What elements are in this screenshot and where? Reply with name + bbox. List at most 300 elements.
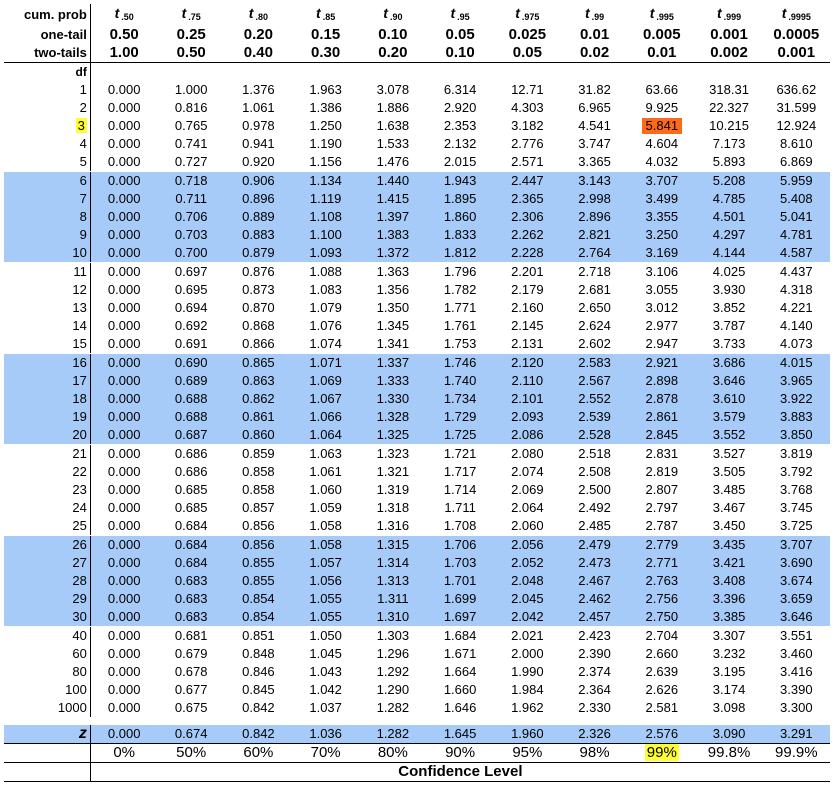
t-value: 1.061 (309, 464, 342, 479)
t-value-cell (158, 263, 225, 282)
t-value-cell (695, 244, 762, 263)
confidence-value: 99.8% (707, 744, 751, 761)
t-value-cell (561, 517, 628, 536)
t-value: 2.764 (578, 245, 611, 260)
t-value-cell (561, 335, 628, 354)
t-value-cell (426, 263, 493, 282)
t-value: 22.327 (709, 100, 749, 115)
t-value: 0.854 (242, 591, 275, 606)
t-column-subscript: .995 (656, 12, 674, 22)
t-value: 6.869 (780, 154, 813, 169)
table-row (4, 135, 830, 153)
two-tails-value: 0.30 (292, 44, 359, 63)
t-value-cell (292, 463, 359, 481)
t-value: 3.686 (712, 355, 746, 370)
t-value: 1.363 (376, 264, 410, 279)
two-tails-value: 0.02 (561, 44, 628, 63)
t-value-cell (695, 372, 762, 390)
t-value-cell (561, 608, 628, 627)
t-value-cell (628, 135, 695, 153)
t-value-cell (494, 190, 561, 208)
t-value: 3.098 (712, 700, 746, 715)
t-value-cell (763, 190, 830, 208)
t-value-cell (292, 390, 359, 408)
t-value: 2.898 (645, 373, 679, 388)
t-value-cell (628, 317, 695, 335)
t-value: 2.787 (645, 518, 679, 533)
t-value-cell (158, 499, 225, 517)
t-value-cell (494, 390, 561, 408)
t-value-cell (359, 572, 426, 590)
t-value: 2.179 (511, 282, 544, 297)
t-value: 0.855 (242, 555, 275, 570)
t-value-cell (158, 645, 225, 663)
t-value: 0.000 (107, 245, 141, 260)
t-value: 3.460 (780, 646, 813, 661)
t-value-cell (359, 263, 426, 282)
t-value-cell (561, 226, 628, 244)
t-value-cell (628, 627, 695, 646)
t-value-cell (359, 663, 426, 681)
t-value: 3.012 (645, 300, 679, 315)
t-value-cell (695, 517, 762, 536)
df-value: 26 (72, 537, 87, 552)
df-header-row (4, 63, 830, 82)
t-value-cell (628, 190, 695, 208)
t-value-cell (763, 299, 830, 317)
t-value: 0.000 (107, 355, 141, 370)
t-value: 0.695 (174, 282, 208, 297)
t-value: 2.069 (511, 482, 544, 497)
t-value: 1.156 (309, 154, 342, 169)
t-value: 2.045 (511, 591, 544, 606)
t-value-cell (494, 335, 561, 354)
t-value: 0.861 (242, 409, 275, 424)
t-value: 1.796 (443, 264, 477, 279)
t-value: 2.262 (511, 227, 544, 242)
t-value: 3.106 (645, 264, 679, 279)
table-row (4, 463, 830, 481)
t-value: 1.990 (511, 664, 544, 679)
t-value-cell (494, 117, 561, 135)
t-value: 2.423 (578, 628, 611, 643)
table-row (4, 481, 830, 499)
t-value-cell (225, 627, 292, 646)
df-value: 10 (72, 245, 87, 260)
t-value-cell (494, 645, 561, 663)
t-value-cell (561, 463, 628, 481)
t-value: 3.883 (780, 409, 813, 424)
t-value: 2.845 (645, 427, 679, 442)
t-value-cell (561, 135, 628, 153)
empty-cell (90, 63, 157, 82)
t-value: 3.505 (712, 464, 746, 479)
t-value: 4.604 (645, 136, 679, 151)
confidence-value: 70% (310, 744, 341, 761)
t-value-cell (763, 554, 830, 572)
t-value-cell (292, 554, 359, 572)
t-value: 1.740 (443, 373, 477, 388)
empty-cell (561, 63, 628, 82)
t-value: 4.437 (780, 264, 813, 279)
t-value: 3.610 (712, 391, 746, 406)
t-value: 1.323 (376, 446, 410, 461)
t-value-cell (561, 499, 628, 517)
t-value-cell (359, 608, 426, 627)
t-value: 1.660 (443, 682, 477, 697)
t-value-cell (426, 335, 493, 354)
table-row (4, 372, 830, 390)
one-tail-value: 0.25 (176, 26, 206, 43)
t-value: 0.688 (174, 409, 208, 424)
one-tail-value: 0.001 (710, 26, 748, 43)
t-value-cell (628, 208, 695, 226)
t-value-cell (561, 390, 628, 408)
t-value-cell (359, 244, 426, 263)
t-value-cell (359, 645, 426, 663)
t-value-cell (158, 408, 225, 426)
t-value-cell (90, 426, 157, 445)
t-value: 1.100 (309, 227, 342, 242)
t-value-cell (628, 81, 695, 99)
t-value: 2.771 (645, 555, 679, 570)
df-value: 23 (72, 482, 87, 497)
t-value-cell (292, 208, 359, 226)
df-value: 9 (79, 227, 87, 242)
confidence-value: 80% (377, 744, 408, 761)
t-value: 2.718 (578, 264, 611, 279)
t-value: 2.947 (645, 336, 679, 351)
t-value: 0.883 (242, 227, 275, 242)
t-value-cell (359, 172, 426, 191)
table-row (4, 208, 830, 226)
t-value-cell (292, 645, 359, 663)
t-value: 31.599 (776, 100, 817, 115)
t-value-cell (292, 299, 359, 317)
t-value-cell (292, 663, 359, 681)
t-value: 1.060 (309, 482, 342, 497)
t-value-cell (763, 226, 830, 244)
one-tail-value: 0.20 (243, 26, 273, 43)
t-value-cell (561, 99, 628, 117)
t-value-cell (359, 135, 426, 153)
t-value-cell (695, 335, 762, 354)
t-value: 1.440 (376, 173, 410, 188)
t-value: 0.000 (107, 227, 141, 242)
df-value: 24 (72, 500, 87, 515)
t-value: 0.873 (242, 282, 275, 297)
t-value: 3.707 (645, 173, 679, 188)
t-value-cell (90, 372, 157, 390)
t-value-cell (90, 645, 157, 663)
t-value-cell (494, 481, 561, 499)
t-value: 0.870 (242, 300, 275, 315)
t-value-cell (158, 226, 225, 244)
df-cell (4, 99, 90, 117)
t-value-cell (561, 354, 628, 373)
t-value-cell (763, 208, 830, 226)
t-value: 3.646 (780, 609, 813, 624)
t-value: 1.350 (376, 300, 410, 315)
t-value-cell (90, 244, 157, 263)
t-value: 4.303 (511, 100, 544, 115)
t-value-cell (695, 281, 762, 299)
t-value-cell (225, 590, 292, 608)
df-cell (4, 281, 90, 299)
t-value: 3.182 (511, 118, 544, 133)
t-column-header (628, 4, 695, 26)
t-value: 0.906 (242, 173, 275, 188)
table-row (4, 627, 830, 646)
df-cell (4, 445, 90, 464)
t-value-cell (292, 81, 359, 99)
t-value-cell (561, 554, 628, 572)
t-value-cell (628, 281, 695, 299)
t-value: 0.684 (174, 537, 208, 552)
two-tails-value: 0.10 (426, 44, 493, 63)
t-value: 5.041 (780, 209, 813, 224)
t-value: 3.745 (780, 500, 813, 515)
t-value: 0.000 (107, 700, 141, 715)
empty-cell (494, 63, 561, 82)
t-value: 0.978 (242, 118, 275, 133)
table-row (4, 408, 830, 426)
t-value-cell (494, 281, 561, 299)
t-value-cell (292, 335, 359, 354)
t-value-cell (628, 517, 695, 536)
t-value: 3.922 (780, 391, 813, 406)
table-row (4, 426, 830, 445)
t-value-cell (494, 499, 561, 517)
df-value: 100 (65, 682, 87, 697)
empty-cell (695, 63, 762, 82)
t-value-cell (158, 372, 225, 390)
t-value-cell (426, 499, 493, 517)
t-value: 4.587 (780, 245, 813, 260)
t-value-cell (494, 699, 561, 721)
t-value: 3.747 (578, 136, 611, 151)
t-value-cell (561, 645, 628, 663)
t-value-cell (225, 554, 292, 572)
table-row (4, 244, 830, 263)
two-tails-row (4, 44, 830, 63)
t-value-cell (426, 663, 493, 681)
t-value: 2.330 (578, 700, 611, 715)
t-value-cell (695, 463, 762, 481)
t-value: 2.462 (578, 591, 611, 606)
t-value: 1.119 (309, 191, 342, 206)
df-value: 13 (72, 300, 87, 315)
table-row (4, 645, 830, 663)
t-value: 3.435 (712, 537, 746, 552)
t-value-cell (158, 699, 225, 721)
t-value-cell (359, 208, 426, 226)
t-value-cell (628, 99, 695, 117)
t-value-cell (695, 354, 762, 373)
t-symbol: t (114, 5, 120, 21)
t-symbol: t (649, 5, 655, 21)
t-value: 0.675 (174, 700, 208, 715)
t-value: 12.924 (776, 118, 817, 133)
empty-cell (225, 63, 292, 82)
t-value: 1.372 (376, 245, 410, 260)
t-value: 1.093 (309, 245, 342, 260)
df-cell (4, 226, 90, 244)
t-value: 3.552 (712, 427, 746, 442)
t-value-cell (561, 426, 628, 445)
t-value-cell (763, 117, 830, 135)
t-value: 0.879 (242, 245, 275, 260)
t-value-cell (494, 608, 561, 627)
t-value-cell (90, 99, 157, 117)
confidence-cell (359, 744, 426, 763)
t-value-cell (628, 608, 695, 627)
two-tails-value: 1.00 (90, 44, 157, 63)
t-value: 1.088 (309, 264, 342, 279)
t-value: 2.160 (511, 300, 544, 315)
t-value-cell (494, 317, 561, 335)
t-value-cell (158, 99, 225, 117)
t-value: 1.045 (309, 646, 342, 661)
t-value: 3.579 (712, 409, 746, 424)
t-value-cell (225, 463, 292, 481)
t-value-cell (695, 299, 762, 317)
t-value: 0.765 (174, 118, 208, 133)
z-value: 2.326 (561, 721, 628, 744)
t-value: 0.000 (107, 482, 141, 497)
t-value-cell (225, 372, 292, 390)
t-value: 3.852 (712, 300, 746, 315)
t-value-cell (158, 426, 225, 445)
t-value: 3.646 (712, 373, 746, 388)
t-value: 0.691 (174, 336, 208, 351)
table-row (4, 445, 830, 464)
t-value: 0.920 (242, 154, 275, 169)
t-value: 1.066 (309, 409, 342, 424)
two-tails-value: 0.20 (359, 44, 426, 63)
t-value-cell (628, 226, 695, 244)
empty-cell (158, 63, 225, 82)
t-value-cell (158, 354, 225, 373)
t-value: 2.552 (578, 391, 611, 406)
z-value: 1.645 (426, 721, 493, 744)
t-value-cell (494, 590, 561, 608)
t-value: 0.677 (174, 682, 208, 697)
t-value-cell (225, 517, 292, 536)
t-value-cell (695, 699, 762, 721)
t-value: 3.078 (376, 82, 410, 97)
t-value-cell (763, 645, 830, 663)
t-value-cell (494, 208, 561, 226)
empty-cell (292, 63, 359, 82)
t-value-cell (158, 117, 225, 135)
one-tail-value: 0.05 (445, 26, 475, 43)
z-row (4, 721, 830, 744)
t-value: 5.408 (780, 191, 813, 206)
t-value: 2.779 (645, 537, 679, 552)
t-value-cell (426, 317, 493, 335)
df-value: 28 (72, 573, 87, 588)
df-value: 27 (72, 555, 87, 570)
t-value-cell (561, 317, 628, 335)
t-value-cell (359, 299, 426, 317)
t-value: 2.920 (443, 100, 477, 115)
t-value-cell (628, 536, 695, 555)
t-column-header (90, 4, 157, 26)
t-value: 1.303 (376, 628, 410, 643)
t-value: 0.865 (242, 355, 275, 370)
df-value: 80 (72, 664, 87, 679)
t-value-cell (158, 281, 225, 299)
one-tail-value: 0.01 (579, 26, 610, 43)
t-value: 3.300 (780, 700, 813, 715)
t-column-subscript: .95 (457, 12, 470, 22)
t-value: 10.215 (709, 118, 749, 133)
df-value: 30 (72, 609, 87, 624)
t-value-cell (763, 372, 830, 390)
t-column-header (763, 4, 830, 26)
t-value: 1.706 (443, 537, 477, 552)
t-value: 2.064 (511, 500, 544, 515)
df-cell (4, 244, 90, 263)
t-value-cell (494, 263, 561, 282)
t-value: 3.055 (645, 282, 679, 297)
t-value: 1.356 (376, 282, 410, 297)
t-value-cell (158, 627, 225, 646)
t-value-cell (628, 699, 695, 721)
t-value-cell (90, 517, 157, 536)
t-value: 2.000 (511, 646, 544, 661)
t-value-cell (90, 208, 157, 226)
t-value: 2.528 (578, 427, 611, 442)
t-value: 0.845 (242, 682, 275, 697)
t-value-cell (292, 627, 359, 646)
t-value-cell (561, 281, 628, 299)
t-value-cell (359, 590, 426, 608)
t-value: 2.060 (511, 518, 544, 533)
t-value-cell (158, 390, 225, 408)
t-value: 2.080 (511, 446, 544, 461)
df-cell (4, 554, 90, 572)
t-value-cell (695, 226, 762, 244)
t-value: 0.000 (107, 446, 141, 461)
t-value-cell (225, 153, 292, 172)
t-value-cell (90, 226, 157, 244)
t-value: 12.71 (511, 82, 544, 97)
t-value-cell (158, 590, 225, 608)
t-value-cell (426, 208, 493, 226)
t-symbol: t (515, 5, 520, 21)
table-row (4, 572, 830, 590)
t-value: 0.000 (107, 373, 141, 388)
t-value: 0.685 (174, 500, 208, 515)
t-value: 0.692 (174, 318, 208, 333)
t-value-cell (90, 572, 157, 590)
t-value: 0.685 (174, 482, 208, 497)
t-value-cell (225, 536, 292, 555)
df-cell (4, 117, 90, 135)
df-value: 8 (79, 209, 87, 224)
t-value-cell (426, 445, 493, 464)
t-value: 2.086 (511, 427, 544, 442)
t-value-cell (359, 335, 426, 354)
confidence-value: 95% (512, 744, 543, 761)
t-value-cell (359, 499, 426, 517)
table-row (4, 172, 830, 191)
t-value: 1.055 (309, 609, 342, 624)
t-value: 0.855 (242, 573, 275, 588)
t-value-cell (359, 226, 426, 244)
